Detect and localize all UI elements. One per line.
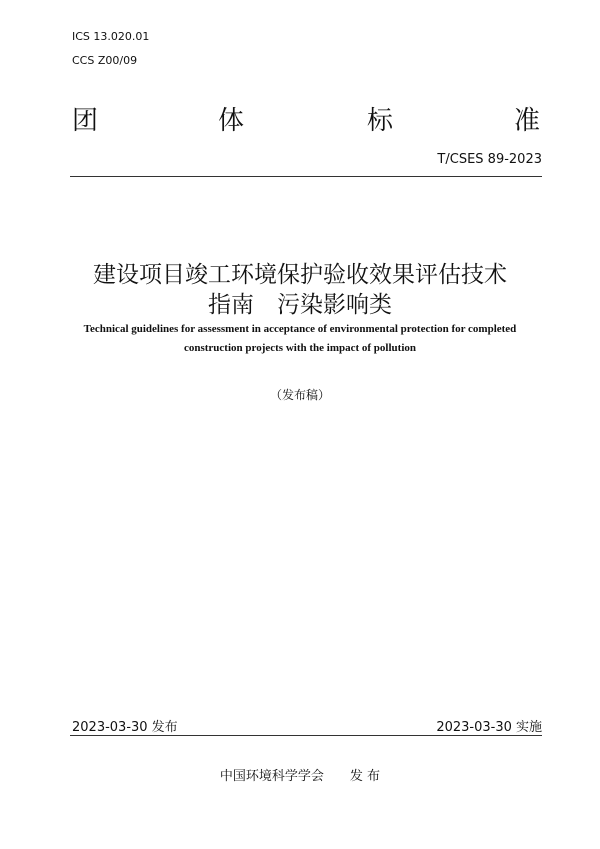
header-char: 团: [72, 106, 99, 136]
header-char: 体: [218, 106, 245, 136]
draft-status: （发布稿）: [269, 388, 330, 402]
title-zh-line2: 指南 污染影响类: [208, 292, 392, 318]
issuer: 中国环境科学学会 发 布: [219, 769, 381, 784]
title-en-line1: Technical guidelines for assessment in acceptance of environmental protection for completed: [83, 323, 517, 335]
implement-date: 2023-03-30 实施: [436, 720, 542, 735]
header-divider: [70, 176, 542, 177]
footer-divider: [70, 735, 542, 736]
ccs-code: CCS Z00/09: [72, 54, 138, 67]
title-en-line2: construction projects with the impact of pollution: [183, 342, 416, 354]
title-zh-line1: 建设项目竣工环境保护验收效果评估技术: [93, 262, 507, 288]
publish-date: 2023-03-30 发布: [72, 720, 178, 735]
standard-number: T/CSES 89-2023: [437, 152, 542, 167]
header-char: 准: [514, 106, 541, 136]
ics-code: ICS 13.020.01: [72, 30, 150, 43]
header-char: 标: [367, 106, 394, 136]
